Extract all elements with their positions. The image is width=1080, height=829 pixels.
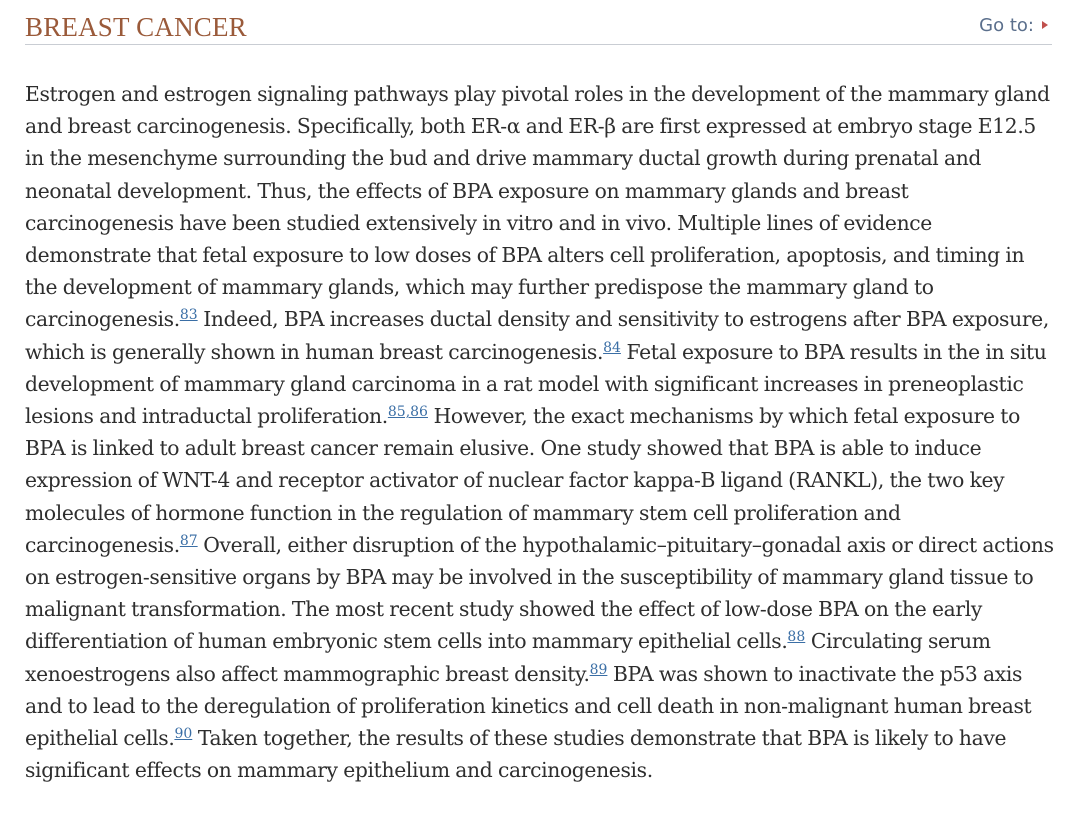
paragraph-text: Estrogen and estrogen signaling pathways play pivotal roles in the development of the mammary gland and breast carcinogenesis. Specifically, both ER-α and ER-β are first expressed at embryo stage E12.5 in the mesenchyme surrounding the bud and drive mammary ductal growth during prenatal and neonatal development. Thus, the effects of BPA exposure on mammary glands and breast carcinogenesis have been studied extensively in vitro and in vivo. Multiple lines of evidence demonstrate that fetal exposure to low doses of BPA alters cell proliferation, apoptosis, and timing in the development of mammary glands, which may further predispose the mammary gland to carcinogenesis. (25, 82, 1050, 332)
triangle-right-icon[interactable] (1042, 21, 1048, 29)
paragraph-text: Circulating serum xenoestrogens also affect mammographic breast density. (25, 629, 991, 686)
reference-link[interactable]: 90 (174, 726, 193, 743)
paragraph-text: Indeed, BPA increases ductal density and sensitivity to estrogens after BPA exposure, which is generally shown in human breast carcinogenesis. (25, 307, 1049, 364)
body-paragraph (25, 78, 1055, 786)
paragraph-text: Taken together, the results of these studies demonstrate that BPA is likely to have significant effects on mammary epithelium and carcinogenesis. (25, 726, 1007, 783)
reference-link[interactable]: 87 (179, 532, 198, 549)
reference-link[interactable]: 84 (603, 339, 621, 356)
goto-label[interactable]: Go to: (979, 15, 1034, 36)
section-header (25, 8, 1052, 45)
paragraph-text: However, the exact mechanisms by which fetal exposure to BPA is linked to adult breast cancer remain elusive. One study showed that BPA is able to induce expression of WNT-4 and receptor activator of nuclear factor kappa-B ligand (RANKL), the two key molecules of hormone function in the regulation of mammary stem cell proliferation and carcinogenesis. (25, 404, 1020, 557)
paragraph-text: BPA was shown to inactivate the p53 axis and to lead to the deregulation of proliferation kinetics and cell death in non-malignant human breast epithelial cells. (25, 661, 1032, 751)
section-title: BREAST CANCER (25, 12, 247, 42)
paragraph-text: Fetal exposure to BPA results in the in situ development of mammary gland carcinoma in a rat model with significant increases in preneoplastic lesions and intraductal proliferation. (25, 339, 1047, 429)
reference-link[interactable]: 88 (787, 629, 806, 646)
goto-link[interactable] (979, 14, 1048, 38)
paragraph-text: Overall, either disruption of the hypothalamic–pituitary–gonadal axis or direct actions on estrogen-sensitive organs by BPA may be involved in the susceptibility of mammary gland tissue to malignant transformation. The most recent study showed the effect of low-dose BPA on the early differentiation of human embryonic stem cells into mammary epithelial cells. (25, 532, 1054, 654)
reference-link[interactable]: 89 (589, 661, 608, 678)
reference-link[interactable]: 85,86 (387, 404, 428, 421)
reference-link[interactable]: 83 (179, 307, 198, 324)
